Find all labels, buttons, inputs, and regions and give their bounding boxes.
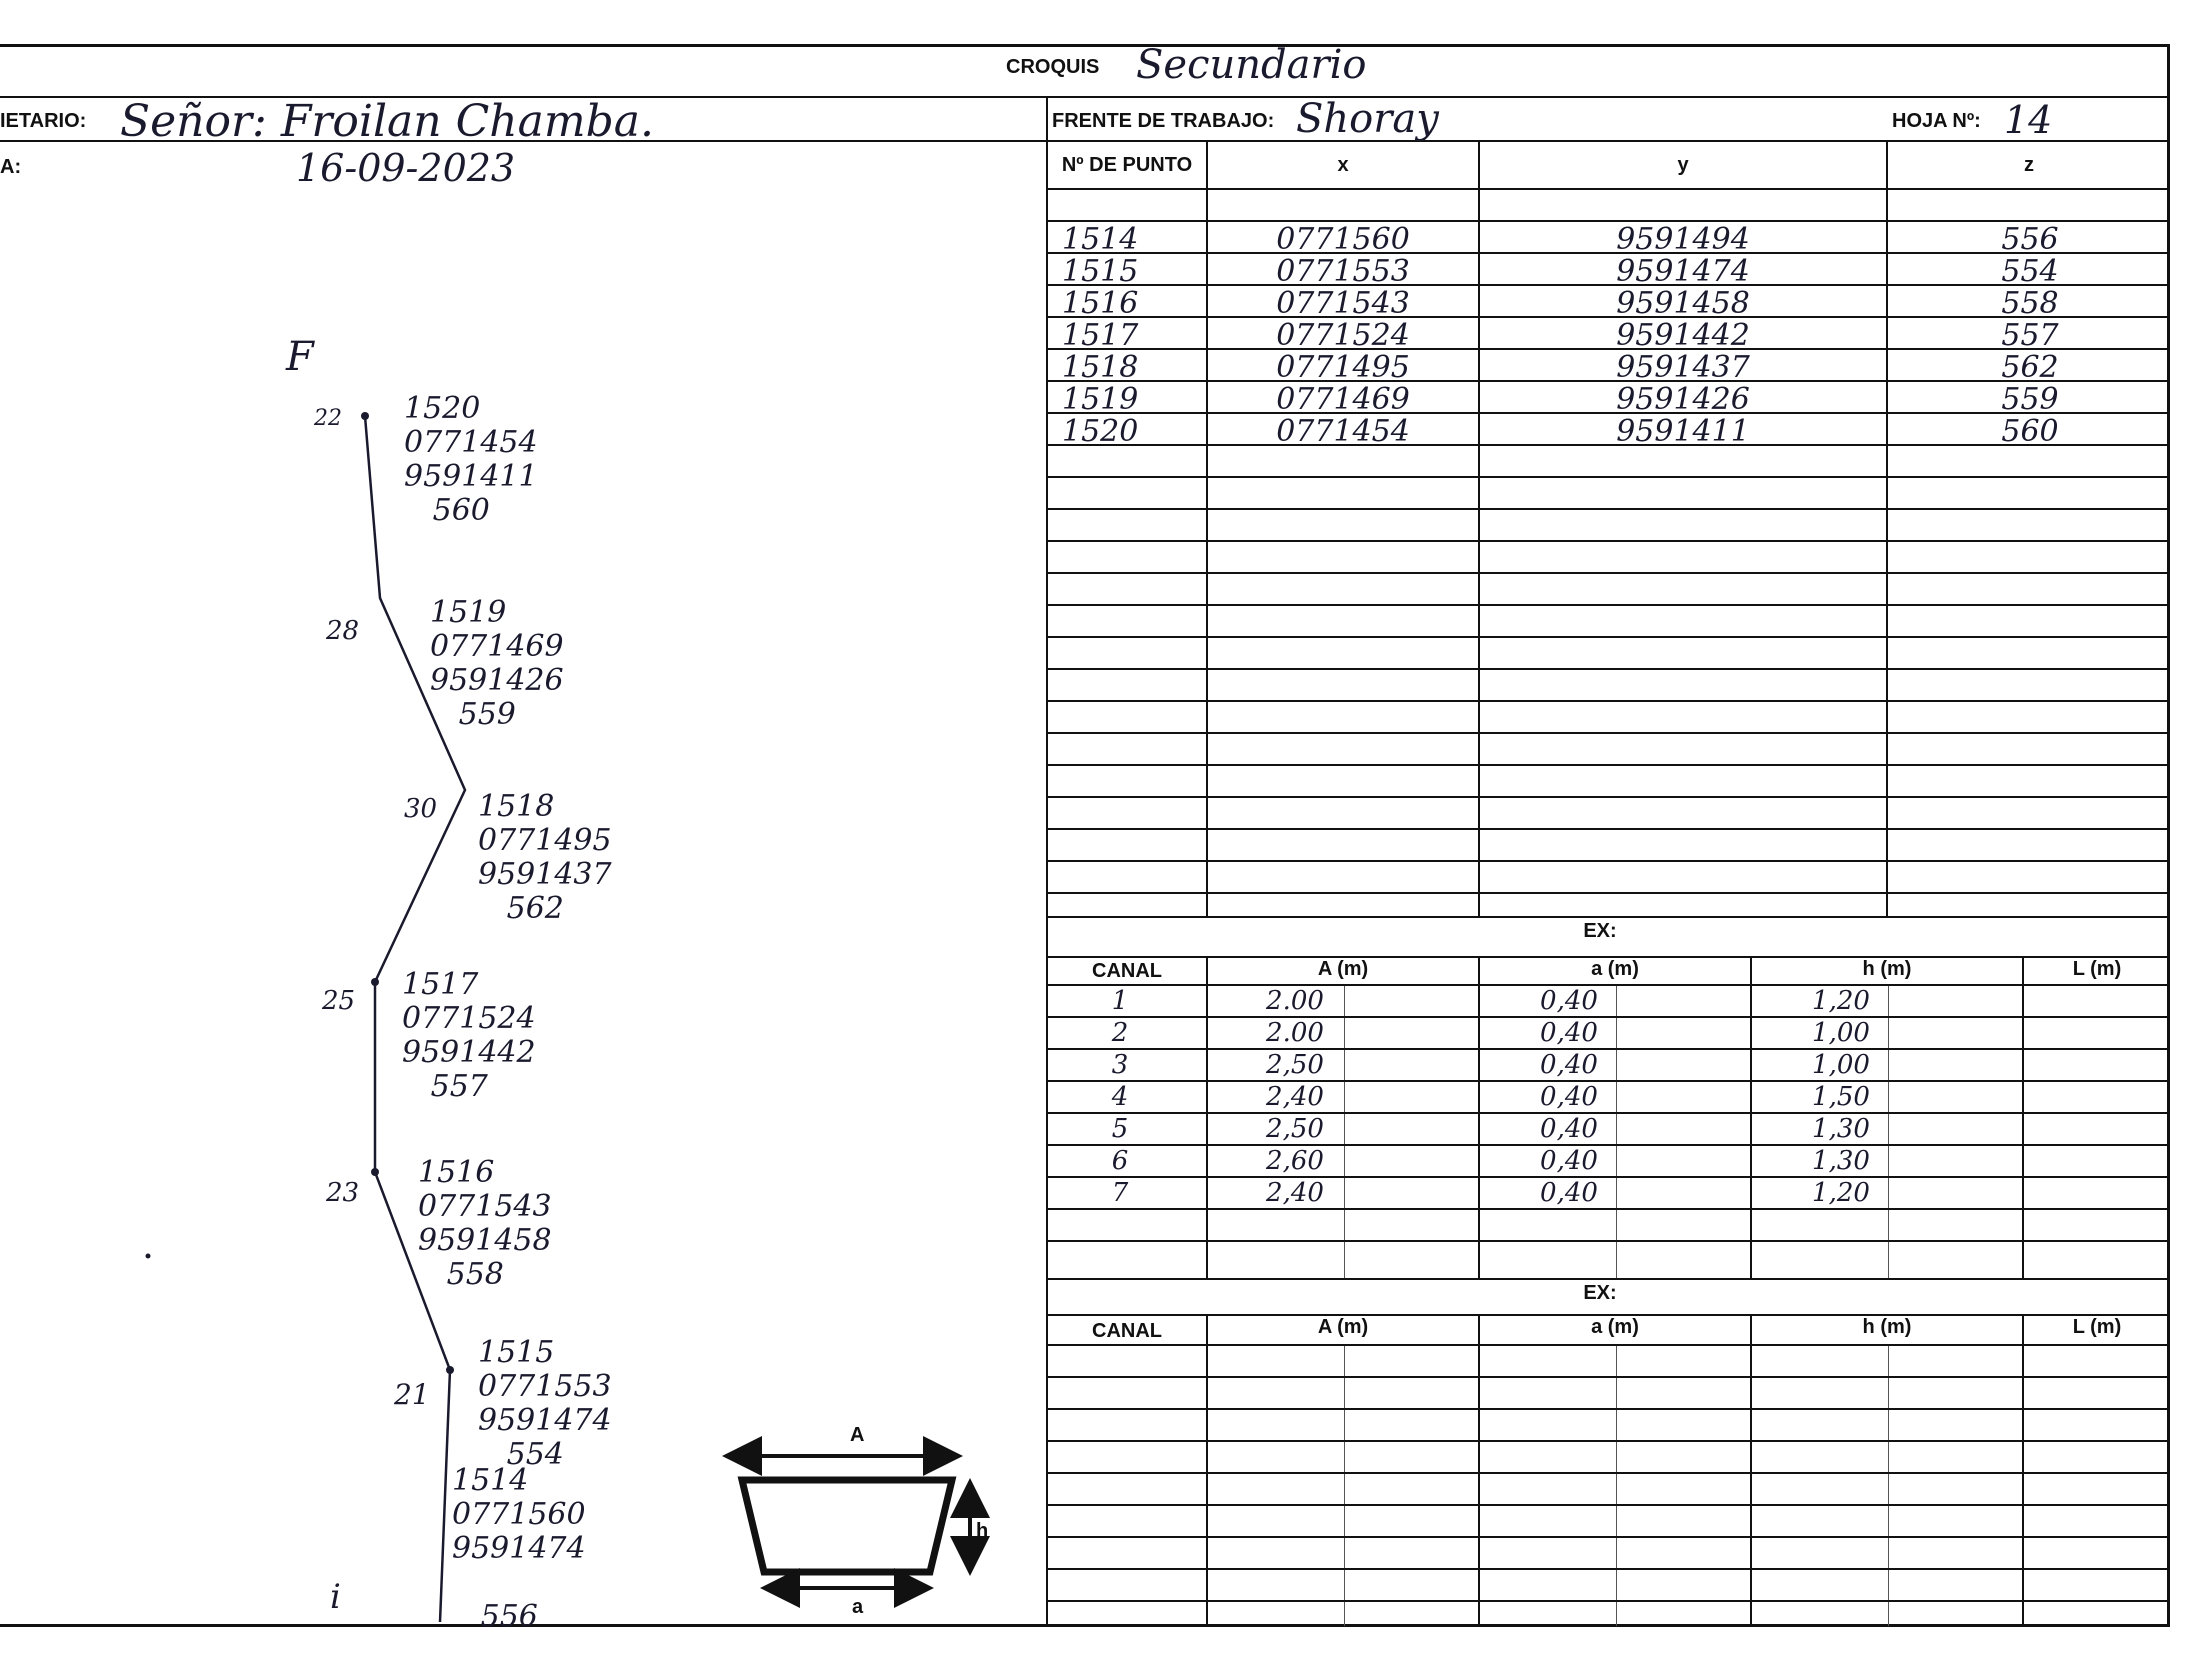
front-value: Shoray — [1296, 96, 1439, 142]
cell-h: 1,30 — [1812, 1114, 1870, 1144]
row-rule — [1046, 476, 2170, 478]
row-rule — [1046, 1408, 2170, 1410]
row-rule — [1046, 764, 2170, 766]
col-divider — [1478, 956, 1480, 1278]
col-header-point: Nº DE PUNTO — [1061, 154, 1193, 176]
cell-y: 9591474 — [1616, 254, 1750, 289]
cell-A: 2.00 — [1266, 986, 1324, 1016]
sketch-point-1519: 1519 0771469 9591426 559 — [430, 595, 564, 732]
cell-x: 0771469 — [1276, 382, 1410, 417]
sketch-distance: 30 — [404, 794, 438, 824]
sketch-distance: 21 — [394, 1378, 430, 1411]
sketch-distance: 22 — [314, 406, 342, 431]
cell-h: 1,00 — [1812, 1018, 1870, 1048]
date-label: A: — [0, 156, 22, 178]
cell-x: 0771454 — [1276, 414, 1410, 449]
cell-y: 9591426 — [1616, 382, 1750, 417]
cell-canal: 4 — [1111, 1082, 1129, 1112]
cell-a: 0,40 — [1540, 1050, 1598, 1080]
row-rule — [1046, 604, 2170, 606]
sketch-distance: 28 — [326, 616, 360, 646]
row-rule — [1046, 540, 2170, 542]
diagram-label-h: h — [976, 1520, 989, 1542]
cell-canal: 6 — [1111, 1146, 1129, 1176]
cell-a: 0,40 — [1540, 1146, 1598, 1176]
row-divider — [1046, 188, 2170, 190]
col-divider — [2022, 956, 2024, 1278]
col-header-x: x — [1337, 154, 1349, 176]
row-rule — [1046, 796, 2170, 798]
row-rule — [1046, 700, 2170, 702]
col-header-h: h (m) — [1862, 1316, 1912, 1338]
col-divider — [1206, 1314, 1208, 1626]
cell-x: 0771553 — [1276, 254, 1410, 289]
cell-a: 0,40 — [1540, 1018, 1598, 1048]
sketch-point-1515: 1515 0771553 9591474 554 — [478, 1335, 612, 1472]
sketch-distance: 25 — [322, 986, 356, 1016]
col-divider — [1478, 1314, 1480, 1626]
row-rule — [1046, 1344, 2170, 1346]
sketch-point-1520: 1520 0771454 9591411 560 — [404, 391, 538, 528]
col-divider — [1750, 1314, 1752, 1626]
sketch-point-1514: 1514 0771560 9591474 556 — [452, 1463, 586, 1634]
croquis-label: CROQUIS — [1006, 56, 1100, 78]
cell-canal: 2 — [1111, 1018, 1129, 1048]
cell-h: 1,30 — [1812, 1146, 1870, 1176]
cell-A: 2,60 — [1266, 1146, 1324, 1176]
col-header-A: A (m) — [1317, 1316, 1369, 1338]
col-divider — [1750, 956, 1752, 1278]
cell-y: 9591458 — [1616, 286, 1750, 321]
cell-z: 559 — [2001, 382, 2059, 417]
sketch-point-1518: 1518 0771495 9591437 562 — [478, 789, 612, 926]
row-rule — [1046, 1536, 2170, 1538]
ex-label: EX: — [1583, 1282, 1617, 1304]
cell-A: 2,50 — [1266, 1050, 1324, 1080]
cell-a: 0,40 — [1540, 1082, 1598, 1112]
cell-A: 2,50 — [1266, 1114, 1324, 1144]
cell-h: 1,20 — [1812, 1178, 1870, 1208]
date-value: 16-09-2023 — [296, 146, 516, 190]
col-divider — [1206, 956, 1208, 1278]
cell-z: 557 — [2001, 318, 2059, 353]
cell-h: 1,20 — [1812, 986, 1870, 1016]
cell-point: 1514 — [1062, 222, 1139, 257]
col-header-canal: CANAL — [1092, 960, 1162, 982]
cell-A: 2,40 — [1266, 1082, 1324, 1112]
row-rule — [1046, 508, 2170, 510]
col-divider — [2022, 1314, 2024, 1626]
row-divider — [1046, 1278, 2170, 1280]
cell-x: 0771495 — [1276, 350, 1410, 385]
cell-x: 0771560 — [1276, 222, 1410, 257]
cell-x: 0771524 — [1276, 318, 1410, 353]
col-divider — [1886, 142, 1888, 918]
sketch-end-label: i — [330, 1577, 341, 1617]
col-header-A: A (m) — [1317, 958, 1369, 980]
sheet-label: HOJA Nº: — [1892, 110, 1981, 132]
row-rule — [1046, 1240, 2170, 1242]
owner-label: IETARIO: — [0, 110, 87, 132]
owner-value: Señor: Froilan Chamba. — [120, 96, 654, 147]
col-header-y: y — [1677, 154, 1689, 176]
cell-point: 1516 — [1062, 286, 1139, 321]
row-rule — [1046, 828, 2170, 830]
col-header-L: L (m) — [2072, 1316, 2122, 1338]
cell-y: 9591494 — [1616, 222, 1750, 257]
sub-divider — [1888, 1344, 1889, 1626]
row-rule — [1046, 1208, 2170, 1210]
col-header-z: z — [2024, 154, 2034, 176]
sketch-point-1516: 1516 0771543 9591458 558 — [418, 1155, 552, 1292]
cell-canal: 3 — [1111, 1050, 1129, 1080]
col-header-a: a (m) — [1591, 1316, 1639, 1338]
row-rule — [1046, 1568, 2170, 1570]
cell-point: 1517 — [1062, 318, 1139, 353]
sketch-start-label: F — [286, 334, 314, 380]
cell-y: 9591411 — [1616, 414, 1750, 449]
sub-divider — [1616, 1344, 1617, 1626]
cell-point: 1518 — [1062, 350, 1139, 385]
cell-canal: 7 — [1111, 1178, 1129, 1208]
col-header-h: h (m) — [1862, 958, 1912, 980]
sketch-point-1517: 1517 0771524 9591442 557 — [402, 967, 536, 1104]
diagram-label-a: a — [852, 1596, 864, 1618]
cell-a: 0,40 — [1540, 1114, 1598, 1144]
sketch-distance: 23 — [326, 1178, 360, 1208]
cell-x: 0771543 — [1276, 286, 1410, 321]
row-rule — [1046, 1600, 2170, 1602]
cell-h: 1,50 — [1812, 1082, 1870, 1112]
sheet-value: 14 — [2004, 98, 2053, 142]
row-rule — [1046, 1440, 2170, 1442]
row-rule — [1046, 732, 2170, 734]
row-rule — [1046, 668, 2170, 670]
cell-point: 1515 — [1062, 254, 1139, 289]
row-rule — [1046, 1504, 2170, 1506]
cell-z: 558 — [2001, 286, 2059, 321]
cell-canal: 1 — [1111, 986, 1129, 1016]
col-header-L: L (m) — [2072, 958, 2122, 980]
cell-y: 9591442 — [1616, 318, 1750, 353]
trapezoid-diagram — [720, 1416, 1020, 1626]
row-rule — [1046, 860, 2170, 862]
sub-divider — [1344, 984, 1345, 1278]
sub-divider — [1888, 984, 1889, 1278]
row-rule — [1046, 636, 2170, 638]
cell-point: 1520 — [1062, 414, 1139, 449]
row-divider — [1046, 916, 2170, 918]
cell-z: 562 — [2001, 350, 2059, 385]
row-rule — [1046, 1472, 2170, 1474]
cell-z: 560 — [2001, 414, 2059, 449]
ex-label: EX: — [1583, 920, 1617, 942]
col-header-canal: CANAL — [1092, 1320, 1162, 1342]
row-rule — [1046, 892, 2170, 894]
cell-A: 2,40 — [1266, 1178, 1324, 1208]
cell-A: 2.00 — [1266, 1018, 1324, 1048]
cell-canal: 5 — [1111, 1114, 1129, 1144]
cell-z: 554 — [2001, 254, 2059, 289]
row-rule — [1046, 572, 2170, 574]
col-header-a: a (m) — [1591, 958, 1639, 980]
sub-divider — [1344, 1344, 1345, 1626]
row-rule — [1046, 1376, 2170, 1378]
croquis-value: Secundario — [1136, 42, 1367, 88]
cell-a: 0,40 — [1540, 1178, 1598, 1208]
front-label: FRENTE DE TRABAJO: — [1052, 110, 1275, 132]
diagram-label-A: A — [850, 1424, 865, 1446]
cell-y: 9591437 — [1616, 350, 1750, 385]
sub-divider — [1616, 984, 1617, 1278]
cell-z: 556 — [2001, 222, 2059, 257]
cell-h: 1,00 — [1812, 1050, 1870, 1080]
cell-point: 1519 — [1062, 382, 1139, 417]
cell-a: 0,40 — [1540, 986, 1598, 1016]
